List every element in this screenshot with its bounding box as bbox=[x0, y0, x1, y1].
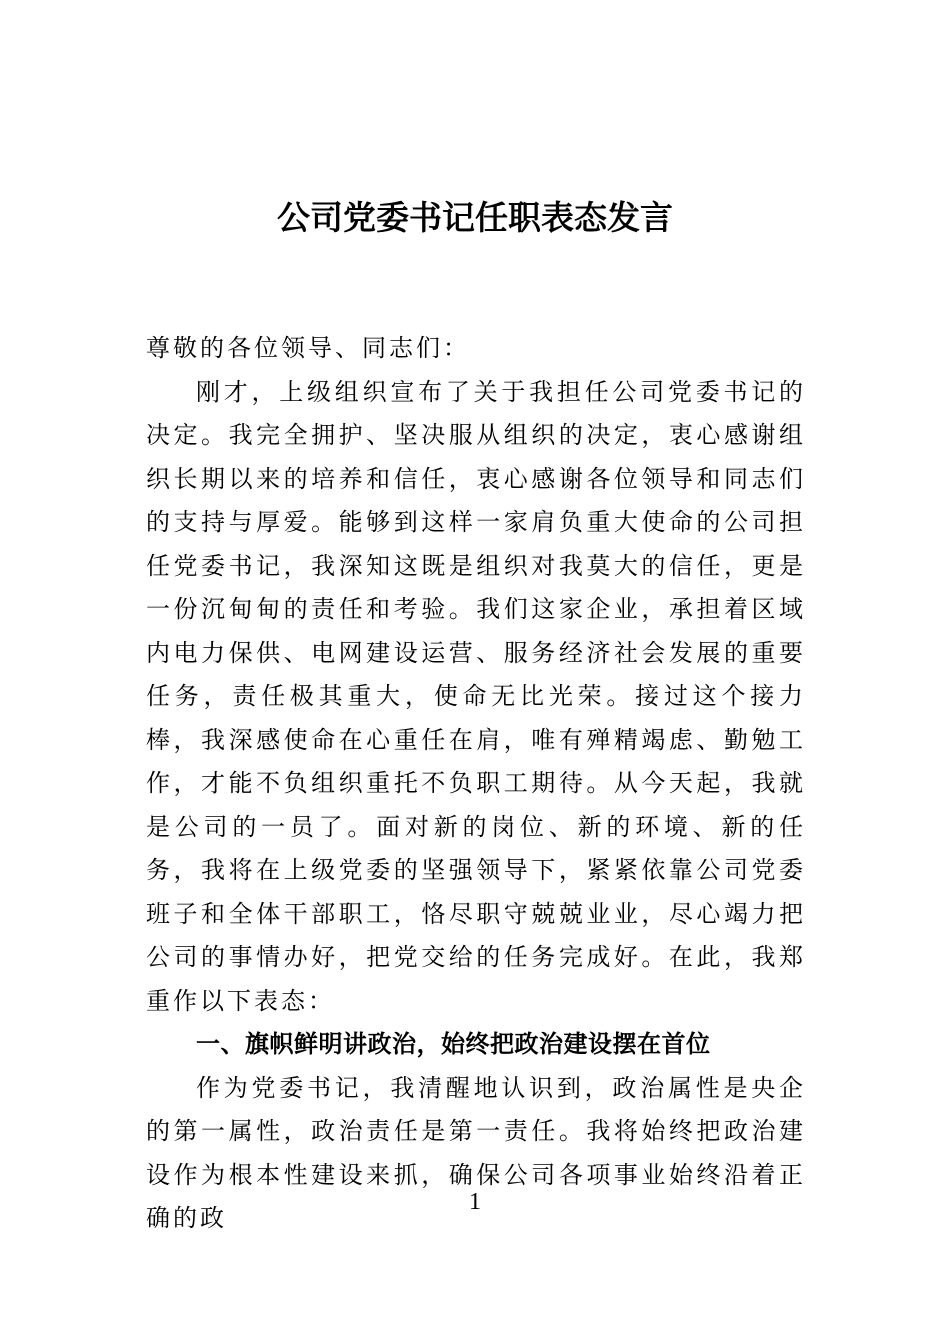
page-number: 1 bbox=[469, 1189, 481, 1215]
salutation: 尊敬的各位领导、同志们： bbox=[146, 334, 470, 362]
document-title: 公司党委书记任职表态发言 bbox=[277, 198, 673, 237]
body-paragraph: 刚才，上级组织宣布了关于我担任公司党委书记的决定。我完全拥护、坚决服从组织的决定，衷心感谢组织长期以来的培养和信任，衷心感谢各位领导和同志们的支持与厚爱。能够到这样一家肩负重大使命的公司担任党委书记，我深知这既是组织对我莫大的信任，更是一份沉甸甸的责任和考验。我们这家企业，承担着区域内电力保供、电网建设运营、服务经济社会发展的重要任务，责任极其重大，使命无比光荣。接过这个接力棒，我深感使命在心重任在肩，唯有殚精竭虑、勤勉工作，才能不负组织重托不负职工期待。从今天起，我就是公司的一员了。面对新的岗位、新的环境、新的任务，我将在上级党委的坚强领导下，紧紧依靠公司党委班子和全体干部职工，恪尽职守兢兢业业，尽心竭力把公司的事情办好，把党交给的任务完成好。在此，我郑重作以下表态： bbox=[146, 377, 806, 1015]
document-body bbox=[146, 327, 806, 1241]
section-paragraph: 作为党委书记，我清醒地认识到，政治属性是央企的第一属性，政治责任是第一责任。我将始终把政治建设作为根本性建设来抓，确保公司各项事业始终沿着正确的政 bbox=[146, 1073, 806, 1232]
section-heading: 一、旗帜鲜明讲政治，始终把政治建设摆在首位 bbox=[196, 1030, 711, 1058]
